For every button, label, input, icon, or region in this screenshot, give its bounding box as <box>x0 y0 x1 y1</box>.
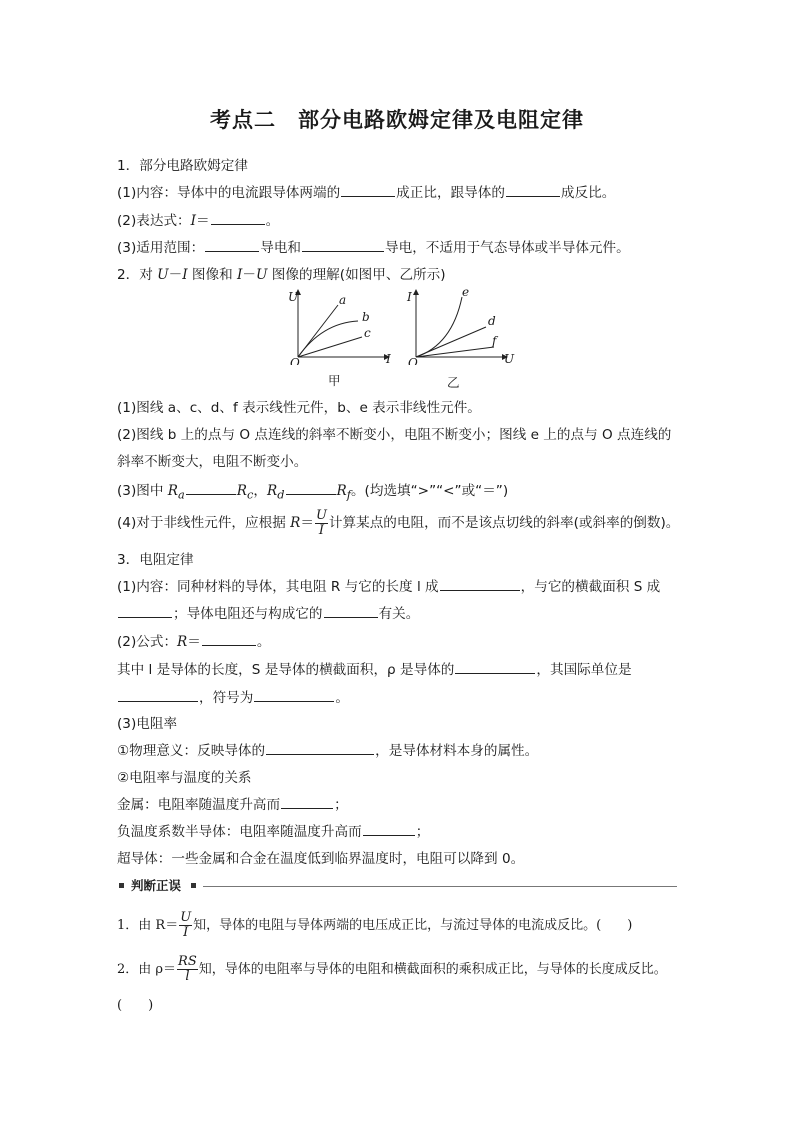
figure-jia-caption: 甲 <box>328 373 341 388</box>
answer-blank-symbol[interactable] <box>254 688 334 702</box>
compare-line: (3)图中 $R_a$ $R_c$，$R_d$ $R_f$。(均选填“>”“<”或“＝”) <box>117 483 509 502</box>
curve-c <box>298 337 362 357</box>
answer-blank-semiconductor[interactable] <box>363 822 415 836</box>
origin-label: O <box>408 356 418 365</box>
section3-heading: 3．电阻定律 <box>117 552 194 568</box>
curve-a-label: a <box>339 293 347 307</box>
expression-line: (2)表达式：I＝ 。 <box>117 213 280 229</box>
paragraph-linear: (1)图线 a、c、d、f 表示线性元件，b、e 表示非线性元件。 <box>117 400 481 416</box>
law-content-line-1: (1)内容：同种材料的导体，其电阻 R 与它的长度 l 成 ，与它的横截面积 S 成 <box>117 579 661 595</box>
formula-line: (2)公式：R＝ 。 <box>117 634 271 650</box>
y-axis-label: I <box>407 290 412 304</box>
fraction-rs-over-l: $\frac{RS}{l}$ <box>178 954 197 984</box>
answer-blank-unit[interactable] <box>118 688 198 702</box>
origin-label: O <box>290 356 300 365</box>
answer-blank-area[interactable] <box>118 604 172 618</box>
nonlinear-line: (4)对于非线性元件，应根据 R＝ $\frac{U}{I}$ 计算某点的电阻，而不是该点切线的斜率(或斜率的倒数)。 <box>117 507 680 538</box>
content-line: (1)内容：导体中的电流跟导体两端的 成正比，跟导体的 成反比。 <box>117 185 616 201</box>
page-title <box>0 104 794 134</box>
meaning-line-1: 其中 l 是导体的长度，S 是导体的横截面积，ρ 是导体的 ，其国际单位是 <box>117 662 632 678</box>
section1-heading: 1．部分电路欧姆定律 <box>117 158 248 174</box>
metal-line: 金属：电阻率随温度升高而 ； <box>117 797 348 813</box>
square-bullet-icon <box>191 883 196 888</box>
answer-blank-length[interactable] <box>440 577 520 591</box>
answer-blank-compare-df[interactable] <box>286 481 336 495</box>
answer-blank-voltage[interactable] <box>341 183 395 197</box>
judge-question-2: 2．由 ρ＝ $\frac{RS}{l}$ 知，导体的电阻率与导体的电阻和横截面积的乘积成正比，与导体的长度成反比。 <box>117 954 667 984</box>
figure-yi <box>400 285 516 369</box>
curve-e-label: e <box>462 285 470 299</box>
answer-blank-rho-meaning[interactable] <box>266 741 374 755</box>
answer-blank-compare-ac[interactable] <box>186 481 236 495</box>
figure-jia <box>282 285 394 369</box>
judge-divider <box>117 878 677 894</box>
x-axis-label: I <box>386 352 391 365</box>
superconductor-line: 超导体：一些金属和合金在温度低到临界温度时，电阻可以降到 0。 <box>117 851 525 867</box>
curve-f-label: f <box>492 334 497 348</box>
answer-blank-expression[interactable] <box>211 211 265 225</box>
iu-graph-yi <box>400 285 516 365</box>
y-arrow-icon <box>413 289 419 295</box>
curve-b-label: b <box>362 310 370 324</box>
curve-d-label: d <box>488 314 496 328</box>
section2-heading: 2．对 U－I 图像和 I－U 图像的理解(如图甲、乙所示) <box>117 267 446 283</box>
answer-blank-material[interactable] <box>324 604 378 618</box>
answer-blank-rho-name[interactable] <box>455 660 535 674</box>
law-content-line-2: ；导体电阻还与构成它的 有关。 <box>117 604 419 624</box>
square-bullet-icon <box>119 883 124 888</box>
divider-rule <box>203 886 677 887</box>
semiconductor-line: 负温度系数半导体：电阻率随温度升高而 ； <box>117 824 430 840</box>
meaning-line-2: ，符号为 。 <box>117 688 349 708</box>
curve-e <box>416 297 462 357</box>
judge-answer-paren[interactable]: ( ) <box>117 998 154 1013</box>
answer-blank-scope2[interactable] <box>302 238 384 252</box>
answer-blank-resistance[interactable] <box>506 183 560 197</box>
judge-label: 判断正误 <box>131 878 182 893</box>
title-part1: 考点二 <box>210 108 276 132</box>
x-axis-label: U <box>504 352 515 365</box>
paragraph-slope-2: 斜率不断变大，电阻不断变小。 <box>117 454 308 470</box>
curve-b <box>298 321 358 357</box>
scope-line: (3)适用范围： 导电和 导电，不适用于气态导体或半导体元件。 <box>117 240 630 256</box>
rho-meaning-line: ①物理意义：反映导体的 ，是导体材料本身的属性。 <box>117 743 539 759</box>
title-part2: 部分电路欧姆定律及电阻定律 <box>298 108 584 132</box>
answer-blank-scope1[interactable] <box>205 238 259 252</box>
figure-yi-caption: 乙 <box>447 375 460 390</box>
rho-heading: (3)电阻率 <box>117 716 178 732</box>
y-axis-label: U <box>288 290 299 304</box>
ui-graph-jia <box>282 285 394 365</box>
answer-blank-metal[interactable] <box>281 795 333 809</box>
rho-temp-heading: ②电阻率与温度的关系 <box>117 770 252 786</box>
answer-blank-formula[interactable] <box>202 632 256 646</box>
fraction-u-over-i: $\frac{U}{I}$ <box>315 507 327 538</box>
fraction-u-over-i: $\frac{U}{I}$ <box>180 910 192 940</box>
judge-question-1: 1．由 R＝ $\frac{U}{I}$ 知，导体的电阻与导体两端的电压成正比，与流过导体的电流成反比。( ) <box>117 910 633 940</box>
curve-c-label: c <box>364 326 371 340</box>
paragraph-slope-1: (2)图线 b 上的点与 O 点连线的斜率不断变小，电阻不断变小；图线 e 上的点与 O 点连线的 <box>117 427 672 443</box>
